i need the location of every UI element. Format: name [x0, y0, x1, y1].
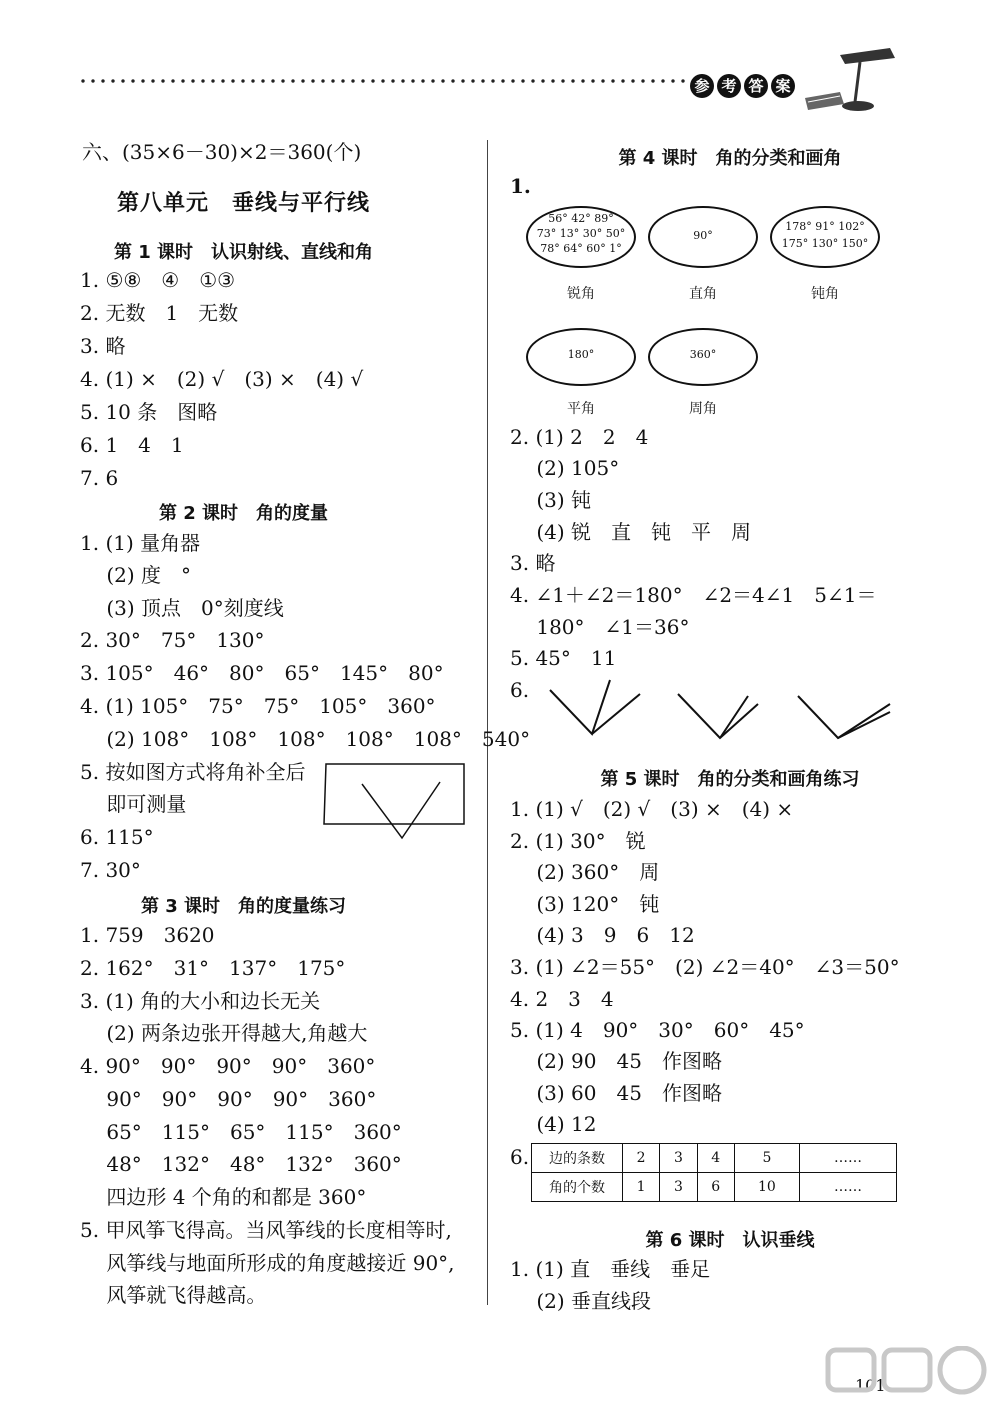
answer-line: (4) 12: [510, 1112, 597, 1136]
question-number: 1.: [510, 174, 531, 198]
ellipse-value: 175° 130° 150°: [781, 237, 869, 250]
answer-line: 6. 115°: [80, 825, 154, 849]
lesson-title: 第 2 课时 角的度量: [158, 503, 329, 524]
answer-line: 5. 10 条 图略: [80, 400, 218, 424]
unit-title: 第八单元 垂线与平行线: [116, 191, 370, 216]
table-row: [532, 1173, 897, 1202]
answer-line: 7. 30°: [80, 858, 141, 882]
answer-line: 5. (1) 4 90° 30° 60° 45°: [510, 1018, 805, 1042]
answer-line: (3) 60 45 作图略: [510, 1081, 722, 1105]
table-row: [532, 1144, 897, 1173]
answer-line: 2. 无数 1 无数: [80, 301, 239, 325]
answer-line: 4. 90° 90° 90° 90° 360°: [80, 1054, 376, 1078]
answer-line: (2) 两条边张开得越大,角越大: [80, 1021, 368, 1045]
lesson-title: 第 3 课时 角的度量练习: [140, 896, 347, 917]
drawn-angles-diagram: [540, 676, 900, 746]
table-cell: 5: [734, 1144, 799, 1173]
answer-line: 3. 略: [510, 551, 556, 575]
answer-line: 2. 162° 31° 137° 175°: [80, 956, 346, 980]
table-cell: 角的个数: [532, 1173, 623, 1202]
table-cell: 1: [623, 1173, 660, 1202]
answer-line: (2) 360° 周: [510, 860, 660, 884]
answer-line: 1. (1) 直 垂线 垂足: [510, 1257, 711, 1281]
answer-line: 风筝线与地面所形成的角度越接近 90°,: [80, 1251, 455, 1275]
answers-badge: [690, 74, 795, 98]
answer-line: 1. (1) √ (2) √ (3) × (4) ×: [510, 797, 794, 821]
angle-completion-diagram: [322, 760, 468, 842]
answer-line: (4) 锐 直 钝 平 周: [510, 520, 752, 544]
answer-line: 1. 759 3620: [80, 923, 215, 947]
ellipse-value: 90°: [693, 229, 713, 242]
page-number: 101: [855, 1376, 886, 1395]
answer-line: 2. (1) 30° 锐: [510, 829, 646, 853]
lesson-title: 第 6 课时 认识垂线: [645, 1230, 815, 1251]
answer-line: (2) 105°: [510, 456, 620, 480]
answer-line: 90° 90° 90° 90° 360°: [80, 1087, 377, 1111]
ellipse-caption: 平角: [567, 401, 595, 417]
answer-line: 5. 按如图方式将角补全后: [80, 760, 306, 784]
answer-line: 4. 2 3 4: [510, 987, 614, 1011]
desk-lamp-icon: [800, 40, 900, 115]
table-cell: 3: [660, 1173, 697, 1202]
ellipse-caption: 锐角: [567, 286, 595, 302]
table-cell: 10: [734, 1173, 799, 1202]
badge-char: 答: [744, 74, 768, 98]
answer-line: (3) 顶点 0°刻度线: [80, 596, 284, 620]
badge-char: 考: [717, 74, 741, 98]
table-cell: 3: [660, 1144, 697, 1173]
answer-line: 风筝就飞得越高。: [80, 1283, 267, 1307]
answer-line: 180° ∠1＝36°: [510, 615, 690, 639]
answer-line: 四边形 4 个角的和都是 360°: [80, 1185, 367, 1209]
answer-line: 4. (1) 105° 75° 75° 105° 360°: [80, 694, 436, 718]
answer-line: 2. (1) 2 2 4: [510, 425, 649, 449]
answer-line: 4. ∠1＋∠2＝180° ∠2＝4∠1 5∠1＝: [510, 583, 877, 607]
header-dotted-rule: [78, 77, 686, 85]
answer-line: 6.: [510, 678, 530, 702]
answer-line: (3) 120° 钝: [510, 892, 660, 916]
table-cell: 4: [697, 1144, 734, 1173]
sides-angles-table: [531, 1143, 897, 1202]
answer-line: (3) 钝: [510, 488, 592, 512]
watermark-logo: [824, 1346, 994, 1414]
answer-line: (2) 垂直线段: [510, 1289, 652, 1313]
answer-line: (4) 3 9 6 12: [510, 923, 695, 947]
answer-line: (2) 90 45 作图略: [510, 1049, 722, 1073]
table-cell: 边的条数: [532, 1144, 623, 1173]
answer-line: 六、(35×6－30)×2＝360(个): [82, 140, 362, 164]
answer-line: 65° 115° 65° 115° 360°: [80, 1120, 402, 1144]
table-cell: ……: [799, 1144, 896, 1173]
answer-line: 3. 105° 46° 80° 65° 145° 80°: [80, 661, 444, 685]
answer-line: 6. 1 4 1: [80, 433, 184, 457]
answer-line: (2) 度 °: [80, 563, 192, 587]
badge-char: 参: [690, 74, 714, 98]
ellipse-caption: 直角: [689, 286, 717, 302]
answer-line: 3. (1) ∠2＝55° (2) ∠2＝40° ∠3＝50°: [510, 955, 900, 979]
answer-line: 7. 6: [80, 466, 119, 490]
answer-line: 4. (1) × (2) √ (3) × (4) √: [80, 367, 364, 391]
table-cell: 6: [697, 1173, 734, 1202]
answer-line: 3. 略: [80, 334, 126, 358]
ellipse-value: 56° 42° 89°: [548, 212, 614, 225]
answer-line: 1. (1) 量角器: [80, 531, 201, 555]
answer-line: 3. (1) 角的大小和边长无关: [80, 989, 321, 1013]
ellipse-value: 178° 91° 102°: [785, 220, 865, 233]
answer-line: (2) 108° 108° 108° 108° 108° 540°: [80, 727, 531, 751]
answer-line: 5. 甲风筝飞得高。当风筝线的长度相等时,: [80, 1218, 452, 1242]
lesson-title: 第 4 课时 角的分类和画角: [618, 148, 842, 169]
answer-line: 6.: [510, 1145, 530, 1169]
column-divider: [487, 140, 488, 1305]
ellipse-value: 360°: [689, 348, 717, 361]
answer-line: 5. 45° 11: [510, 646, 617, 670]
ellipse-value: 180°: [567, 348, 595, 361]
lesson-title: 第 1 课时 认识射线、直线和角: [113, 242, 374, 263]
ellipse-value: 78° 64° 60° 1°: [540, 242, 622, 255]
badge-char: 案: [771, 74, 795, 98]
ellipse-caption: 钝角: [811, 286, 839, 302]
answer-line: 2. 30° 75° 130°: [80, 628, 265, 652]
table-cell: ……: [799, 1173, 896, 1202]
table-cell: 2: [623, 1144, 660, 1173]
answer-line: 48° 132° 48° 132° 360°: [80, 1152, 402, 1176]
ellipse-value: 73° 13° 30° 50°: [536, 227, 626, 240]
ellipse-caption: 周角: [689, 401, 717, 417]
answer-line: 1. ⑤⑧ ④ ①③: [80, 268, 236, 292]
answer-line: 即可测量: [80, 792, 187, 816]
lesson-title: 第 5 课时 角的分类和画角练习: [600, 769, 860, 790]
